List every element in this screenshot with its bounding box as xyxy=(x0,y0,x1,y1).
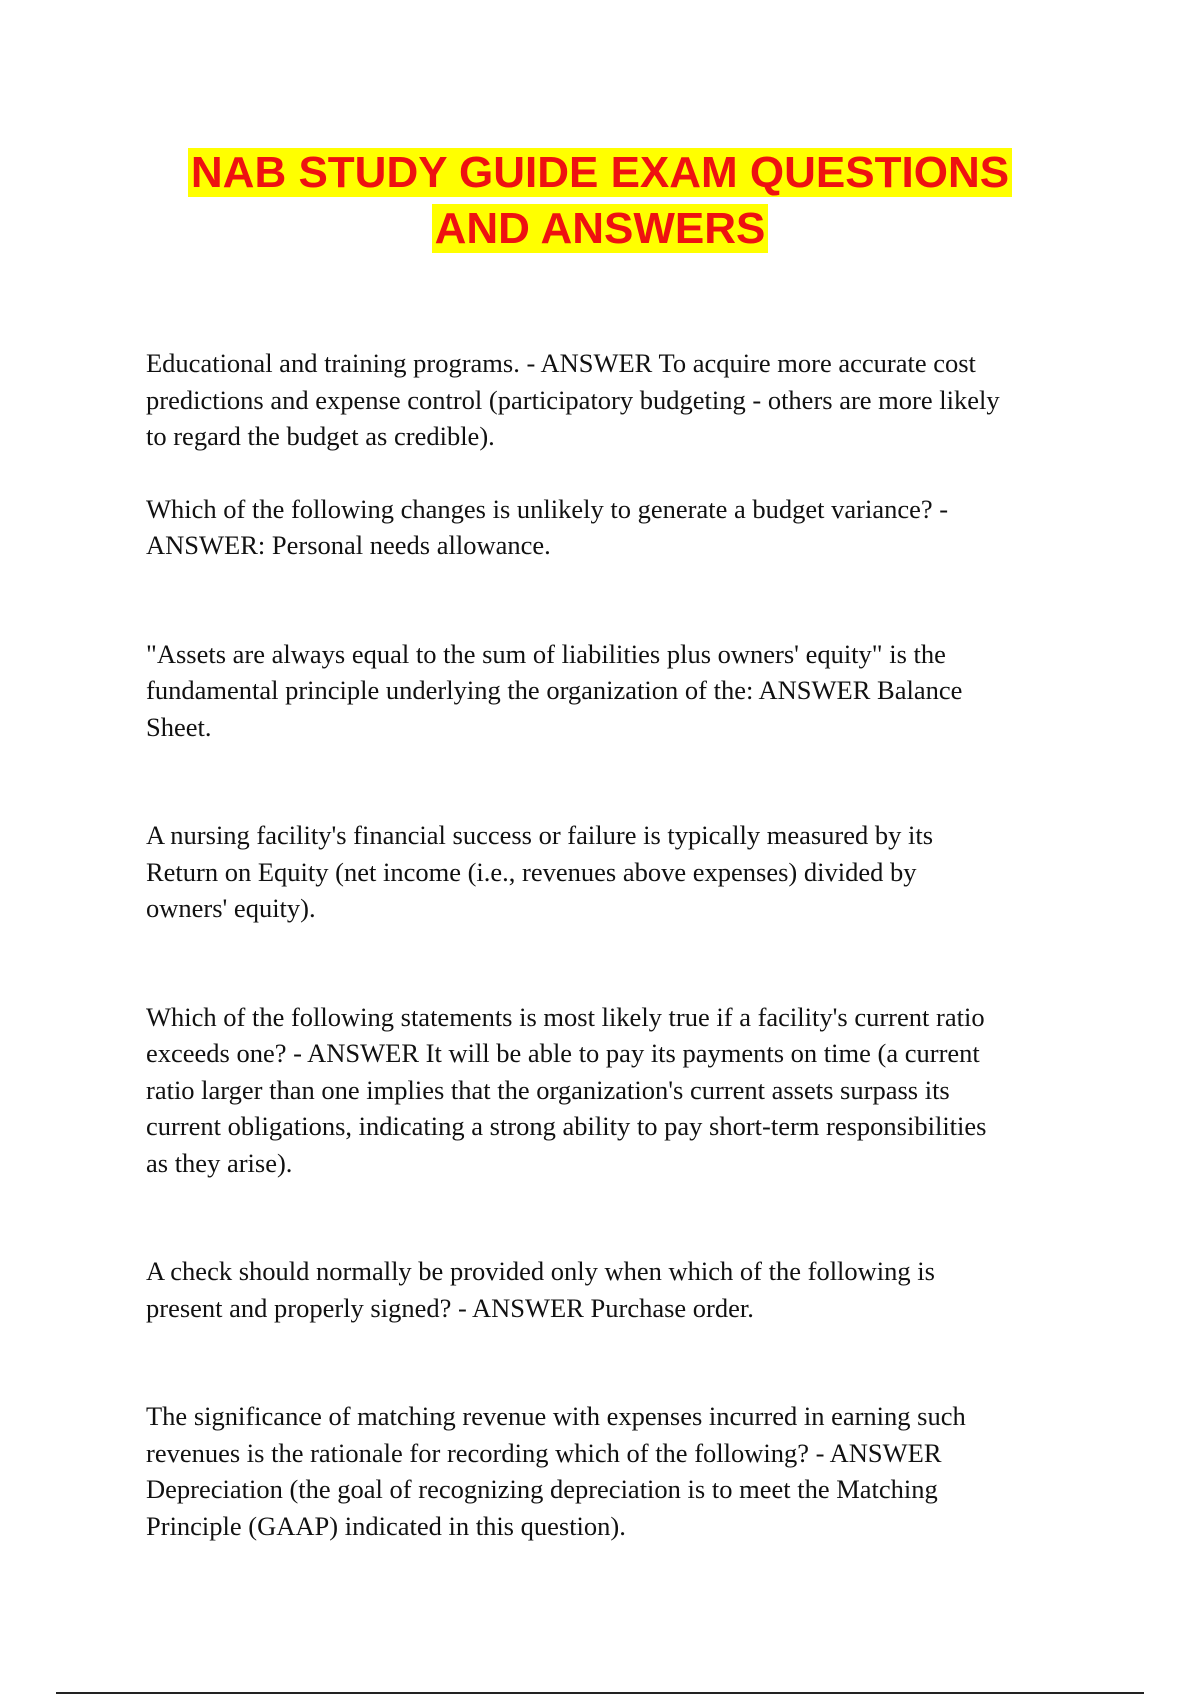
qa-item-4: A nursing facility's financial success or failure is typically measured by its Return on Equity (net income (i.e., revenues above expenses) divided by owners' equity). xyxy=(146,820,934,923)
qa-item-7: The significance of matching revenue with expenses incurred in earning such revenues is the rationale for recording which of the following? - ANSWER Depreciation (the goal of recognizing depreciation is to meet the Matching Principle (GAAP) indicated in this question). xyxy=(146,1401,966,1541)
qa-list xyxy=(146,345,1066,1544)
document-title xyxy=(100,145,1100,257)
title-line-2: AND ANSWERS xyxy=(432,204,769,253)
qa-item-6: A check should normally be provided only when which of the following is present and properly signed? - ANSWER Purchase order. xyxy=(146,1256,935,1323)
qa-item-1: Educational and training programs. - ANSWER To acquire more accurate cost predictions and expense control (participatory budgeting - others are more likely to regard the budget as credible). xyxy=(146,348,1000,451)
qa-item-3: "Assets are always equal to the sum of liabilities plus owners' equity" is the fundamental principle underlying the organization of the: ANSWER Balance Sheet. xyxy=(146,638,963,742)
page-bottom-divider xyxy=(56,1692,1144,1694)
qa-item-2: Which of the following changes is unlikely to generate a budget variance? - ANSWER: Personal needs allowance. xyxy=(146,493,949,560)
title-line-1: NAB STUDY GUIDE EXAM QUESTIONS xyxy=(188,148,1012,197)
qa-item-5: Which of the following statements is most likely true if a facility's current ratio exceeds one? - ANSWER It will be able to pay its payments on time (a current ratio larger than one implies that the organization's current assets surpass its current obligations, indicating a strong ability to pay short-term responsibilities as they arise). xyxy=(146,1001,987,1178)
